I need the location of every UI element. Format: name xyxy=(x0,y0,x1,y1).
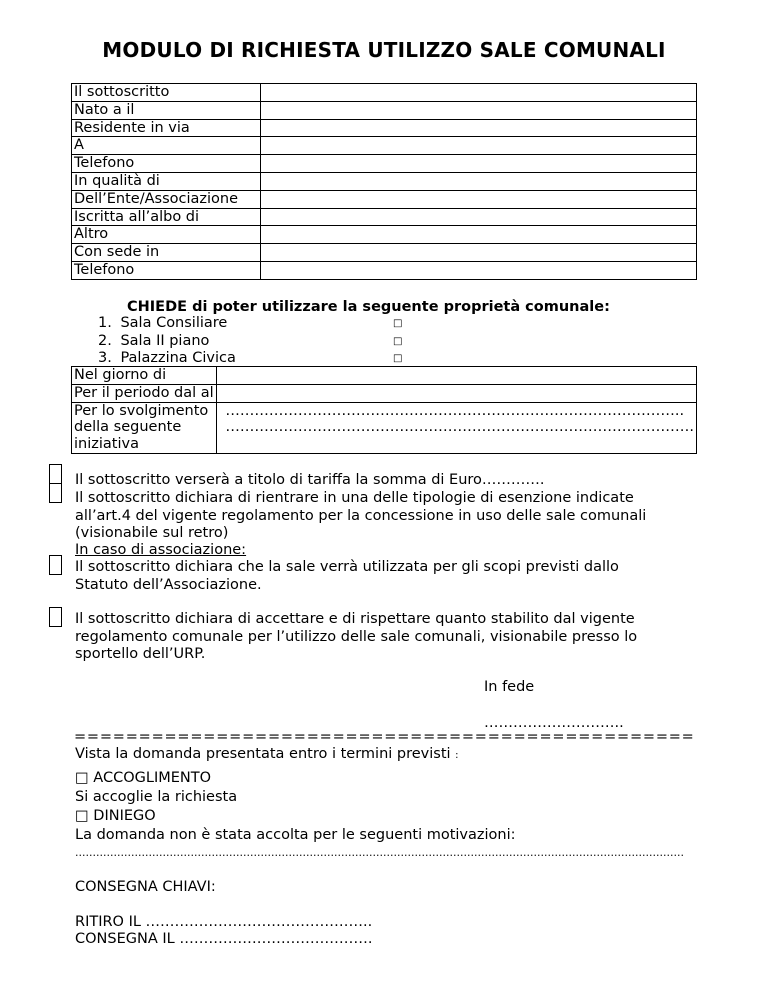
table-row xyxy=(72,137,697,155)
field-label xyxy=(72,402,217,453)
field-label: Con sede in xyxy=(72,244,261,262)
accoglimento-option[interactable]: □ ACCOGLIMENTO xyxy=(75,770,212,786)
diniego-desc: La domanda non è stata accolta per le seguenti motivazioni: xyxy=(75,827,516,843)
field-label: Nel giorno di xyxy=(72,367,217,385)
table-row xyxy=(72,384,697,402)
field-value[interactable] xyxy=(261,155,697,173)
table-row xyxy=(72,84,697,102)
field-value[interactable] xyxy=(261,137,697,155)
consegna-line[interactable]: CONSEGNA IL …………………………………. xyxy=(75,931,373,947)
field-label: Telefono xyxy=(72,155,261,173)
text-line: regolamento comunale per l’utilizzo delle sale comunali, visionabile presso lo xyxy=(75,628,638,645)
field-label: Altro xyxy=(72,226,261,244)
option-number: 3. xyxy=(98,350,112,366)
field-value[interactable] xyxy=(261,190,697,208)
field-label: In qualità di xyxy=(72,172,261,190)
option-2-checkbox[interactable]: □ xyxy=(393,336,403,347)
field-label: Il sottoscritto xyxy=(72,84,261,102)
keys-heading: CONSEGNA CHIAVI: xyxy=(75,879,216,895)
field-value[interactable] xyxy=(261,172,697,190)
associazione-heading: In caso di associazione: xyxy=(75,542,247,558)
accoglimento-desc: Si accoglie la richiesta xyxy=(75,789,238,805)
table-row xyxy=(72,226,697,244)
accetta-text xyxy=(75,611,695,664)
option-1 xyxy=(98,315,227,333)
text-line: Il sottoscritto dichiara di accettare e di rispettare quanto stabilito dal vigente xyxy=(75,611,635,627)
field-label: Iscritta all’albo di xyxy=(72,208,261,226)
option-label: Sala Consiliare xyxy=(120,315,228,331)
option-3 xyxy=(98,350,236,368)
text-line: all’art.4 del vigente regolamento per la concessione in uso delle sale comunali xyxy=(75,507,647,524)
label-line: della seguente xyxy=(74,419,182,436)
signature-label: In fede xyxy=(484,679,535,695)
option-label: Palazzina Civica xyxy=(120,350,236,366)
option-number: 1. xyxy=(98,315,112,331)
purpose-field[interactable] xyxy=(217,402,697,453)
page-title: MODULO DI RICHIESTA UTILIZZO SALE COMUNALI xyxy=(102,38,666,62)
dotted-line: ………………………………………………………………………………….. xyxy=(225,402,685,419)
esenzione-text xyxy=(75,490,646,543)
tariffa-checkbox[interactable] xyxy=(49,464,62,484)
signature-line[interactable]: ……………………….. xyxy=(484,715,624,731)
text-line: Statuto dell’Associazione. xyxy=(75,576,262,593)
option-number: 2. xyxy=(98,333,112,349)
field-label: Dell’Ente/Associazione xyxy=(72,190,261,208)
option-label: Sala II piano xyxy=(120,333,210,349)
applicant-table xyxy=(71,83,697,280)
accetta-checkbox[interactable] xyxy=(49,607,62,627)
esenzione-checkbox[interactable] xyxy=(49,483,62,503)
label-line: iniziativa xyxy=(74,436,139,453)
field-value[interactable] xyxy=(261,261,697,279)
associazione-text xyxy=(75,559,619,594)
table-row xyxy=(72,101,697,119)
separator: ================================================ xyxy=(74,729,695,745)
text-line: Il sottoscritto dichiara di rientrare in una delle tipologie di esenzione indicate xyxy=(75,490,634,506)
tariffa-text: Il sottoscritto verserà a titolo di tariffa la somma di Euro…………. xyxy=(75,472,545,488)
usage-table xyxy=(71,366,697,454)
text-line: (visionabile sul retro) xyxy=(75,525,229,541)
option-1-checkbox[interactable]: □ xyxy=(393,318,403,329)
table-row xyxy=(72,244,697,262)
field-value[interactable] xyxy=(261,119,697,137)
table-row xyxy=(72,190,697,208)
field-value[interactable] xyxy=(261,208,697,226)
option-3-checkbox[interactable]: □ xyxy=(393,353,403,364)
option-2 xyxy=(98,333,209,351)
request-heading: CHIEDE di poter utilizzare la seguente proprietà comunale: xyxy=(127,299,610,315)
table-row xyxy=(72,119,697,137)
diniego-option[interactable]: □ DINIEGO xyxy=(75,808,156,824)
label-line: Per lo svolgimento xyxy=(74,402,209,419)
field-value[interactable] xyxy=(217,367,697,385)
table-row xyxy=(72,172,697,190)
diniego-dotted-line[interactable]: ………………………………………………………………………………………………………………………………………………………… xyxy=(75,847,684,859)
field-label: Residente in via xyxy=(72,119,261,137)
table-row xyxy=(72,367,697,385)
table-row xyxy=(72,208,697,226)
field-value[interactable] xyxy=(261,84,697,102)
text-line: Il sottoscritto dichiara che la sale verrà utilizzata per gli scopi previsti dallo xyxy=(75,559,619,575)
field-value[interactable] xyxy=(261,244,697,262)
field-label: A xyxy=(72,137,261,155)
text-line: sportello dell’URP. xyxy=(75,646,206,662)
ritiro-line[interactable]: RITIRO IL ……………………………………….. xyxy=(75,914,373,930)
field-value[interactable] xyxy=(261,101,697,119)
table-row xyxy=(72,261,697,279)
dotted-line: ……………………………………………………………………………………. xyxy=(225,419,694,436)
field-label: Nato a il xyxy=(72,101,261,119)
associazione-checkbox[interactable] xyxy=(49,555,62,575)
vista-text: Vista la domanda presentata entro i termini previsti : xyxy=(75,746,459,762)
field-label: Telefono xyxy=(72,261,261,279)
field-value[interactable] xyxy=(261,226,697,244)
table-row xyxy=(72,155,697,173)
field-label: Per il periodo dal al xyxy=(72,384,217,402)
field-value[interactable] xyxy=(217,384,697,402)
table-row xyxy=(72,402,697,453)
